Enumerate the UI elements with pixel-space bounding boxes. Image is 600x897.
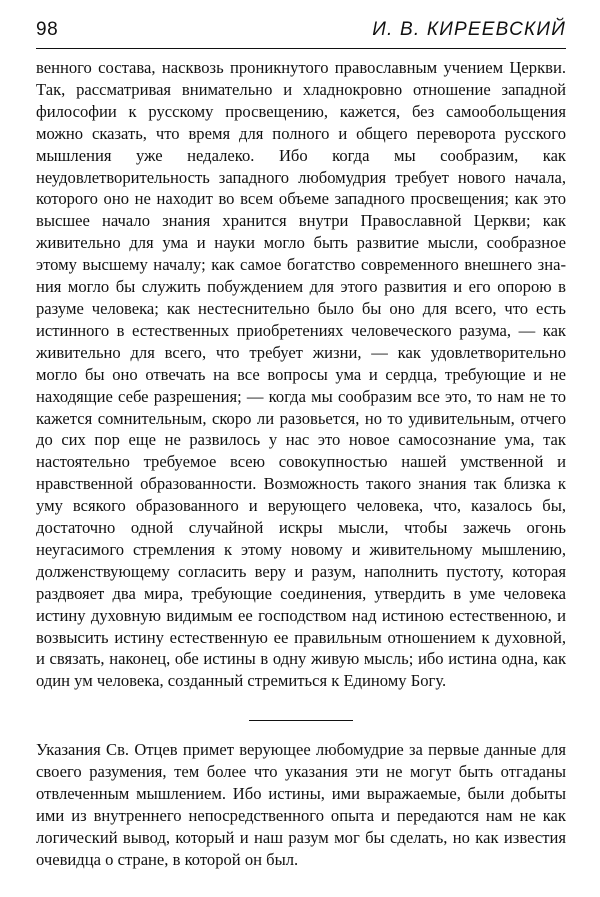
running-head-author: И. В. КИРЕЕВСКИЙ: [372, 19, 566, 40]
note-paragraph: Указания Св. Отцев примет верующее любомудрие за первые данные для своего разумения, тем более что указания эти не могут быть отгаданы отвлеченным мышлением. Ибо истины, ими выражаемые, были добыты ими из внутреннего непосредственного опыта и передаются нам не как логический вывод, который и наш разум мог бы сделать, но как известия очевидца о стране, в которой он был.: [36, 740, 566, 869]
main-paragraph: венного состава, насквозь проникнутого православным учением Церкви. Так, рассматривая внимательно и хладнокровно отношение западной философии к русскому просвещению, кажется, без самообольщения можно сказать, что время для полного и общего переворота русского мышления уже недалеко. Ибо когда мы сообразим, как неудовлетворительность западного любомудрия требует нового начала, которого оно не находит во всем объеме западного просвещения; как это высшее начало знания хранится внутри Православной Церкви; как живительно для ума и науки могло быть развитие мысли, сообразное этому высшему началу; как самое богатство современного внешнего знания могло бы служить побуждением для этого развития и его опорою в разуме человека; как нестеснительно было бы оно для всего, что есть истинного в естественных приобретениях человеческого разума, — как живительно для всего, что требует жизни, — как удовлетворительно могло бы оно отвечать на все вопросы ума и сердца, требующие и не находящие себе разрешения; — когда мы сообразим все это, то нам не то кажется сомнительным, скоро ли разовьется, но то удивительным, отчего до сих пор еще не развилось у нас это новое самосознание ума, так настоятельно требуемое всею совокупностью нашей умственной и нравственной образованности. Возможность такого знания так близка к уму всякого образованного и верующего человека, что, казалось бы, достаточно одной случайной искры мысли, чтобы зажечь огонь неугасимого стремления к этому новому и живительному мышлению, долженствующему согласить веру и разум, наполнить пустоту, которая раздвояет два мира, требующие соединения, утвердить в уме человека истину духовную видимым ее господством над истиною естественною, и возвысить истину естественную ее правильным отношением к духовной, и связать, наконец, обе истины в одну живую мысль; ибо истина одна, как один ум человека, созданный стремиться к Единому Богу.: [36, 58, 566, 691]
section-separator: [249, 720, 353, 721]
page-number: 98: [36, 19, 59, 40]
running-head: [36, 18, 566, 49]
book-page: [36, 18, 566, 871]
